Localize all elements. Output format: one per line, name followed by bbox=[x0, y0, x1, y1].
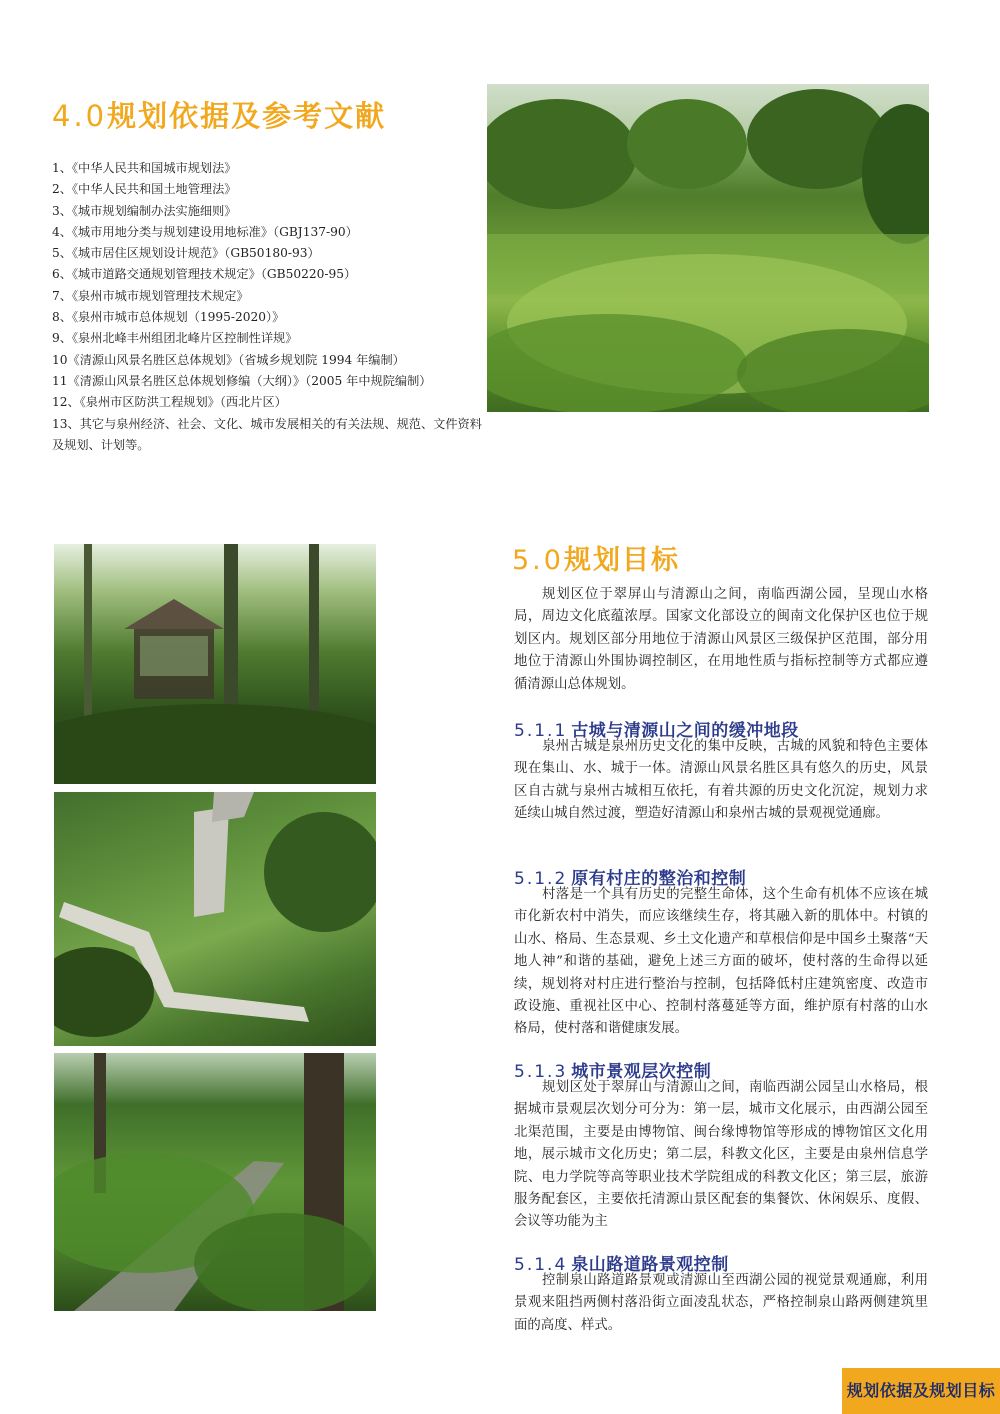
stairs-photo bbox=[54, 792, 376, 1046]
reference-item: 6、《城市道路交通规划管理技术规定》（GB50220-95） bbox=[52, 267, 357, 282]
subsection-title: 原有村庄的整治和控制 bbox=[571, 869, 747, 889]
section-4-title bbox=[52, 94, 386, 135]
section-4-number: 4.0 bbox=[52, 99, 108, 133]
reference-item: 9、《泉州北峰丰州组团北峰片区控制性详规》 bbox=[52, 331, 298, 346]
reference-item: 4、《城市用地分类与规划建设用地标准》（GBJ137-90） bbox=[52, 224, 358, 239]
subsection-5-1-2-body: 村落是一个具有历史的完整生命体，这个生命有机体不应该在城市化新农村中消失，而应该继续生存，将其融入新的肌体中。村镇的山水、格局、生态景观、乡土文化遗产和草根信仰是中国乡土聚落“天地人神”和谐的基础，避免上述三方面的破坏，使村落的生命得以延续，规划将对村庄进行整治与控制，包括降低村庄建筑密度、改造市政设施、重视社区中心、控制村落蔓延等方面，维护原有村落的山水格局，使村落和谐健康发展。 bbox=[514, 887, 928, 1037]
section-5-heading-text: 规划目标 bbox=[563, 545, 680, 576]
subsection-title: 泉山路道路景观控制 bbox=[571, 1255, 729, 1275]
subsection-5-1-3-body: 规划区处于翠屏山与清源山之间，南临西湖公园呈山水格局，根据城市景观层次划分可分为：第一层，城市文化展示，由西湖公园至北渠范围，主要是由博物馆、闽台缘博物馆等形成的博物馆区文化用地，展示城市文化历史；第二层，科教文化区，主要是由泉州信息学院、电力学院等高等职业技术学院组成的科教文化区；第三层，旅游服务配套区，主要依托清源山景区配套的集餐饮、休闲娱乐、度假、会议等功能为主 bbox=[514, 1080, 928, 1230]
fern-path-photo bbox=[54, 1053, 376, 1311]
meadow-photo bbox=[487, 84, 929, 412]
section-5-number: 5.0 bbox=[512, 545, 564, 576]
section-4-heading-text: 规划依据及参考文献 bbox=[107, 99, 387, 133]
subsection-number: 5.1.4 bbox=[514, 1255, 568, 1275]
reference-item: 8、《泉州市城市总体规划（1995-2020）》 bbox=[52, 310, 285, 325]
reference-item: 12、《泉州市区防洪工程规划》（西北片区） bbox=[52, 395, 287, 410]
footer-label: 规划依据及规划目标 bbox=[846, 1381, 996, 1400]
subsection-5-1-4-body: 控制泉山路道路景观或清源山至西湖公园的视觉景观通廊，利用景观来阻挡两侧村落沿街立面凌乱状态，严格控制泉山路两侧建筑里面的高度、样式。 bbox=[514, 1273, 928, 1333]
reference-item: 1、《中华人民共和国城市规划法》 bbox=[52, 161, 237, 175]
reference-item: 13、其它与泉州经济、社会、文化、城市发展相关的有关法规、规范、文件资料及规划、计划等。 bbox=[52, 416, 482, 452]
section-5-intro: 规划区位于翠屏山与清源山之间，南临西湖公园，呈现山水格局，周边文化底蕴浓厚。国家文化部设立的闽南文化保护区也位于规划区内。规划区部分用地位于清源山风景区三级保护区范围，部分用地位于清源山外围协调控制区，在用地性质与指标控制等方式都应遵循清源山总体规划。 bbox=[514, 587, 928, 692]
reference-item: 7、《泉州市城市规划管理技术规定》 bbox=[52, 288, 249, 303]
reference-item: 3、《城市规划编制办法实施细则》 bbox=[52, 203, 237, 218]
subsection-number: 5.1.3 bbox=[514, 1062, 568, 1082]
section-5-title bbox=[512, 538, 680, 577]
subsection-number: 5.1.1 bbox=[514, 721, 568, 741]
reference-item: 11《清源山风景名胜区总体规划修编（大纲）》（2005 年中规院编制） bbox=[52, 373, 432, 388]
subsection-title: 古城与清源山之间的缓冲地段 bbox=[571, 721, 799, 741]
reference-item: 2、《中华人民共和国土地管理法》 bbox=[52, 182, 237, 197]
subsection-title: 城市景观层次控制 bbox=[571, 1062, 712, 1082]
reference-item: 5、《城市居住区规划设计规范》（GB50180-93） bbox=[52, 246, 320, 261]
subsection-5-1-1-body: 泉州古城是泉州历史文化的集中反映，古城的风貌和特色主要体现在集山、水、城于一体。清源山风景名胜区具有悠久的历史，风景区自古就与泉州古城相互依托，有着共源的历史文化沉淀，规划力求延续山城自然过渡，塑造好清源山和泉州古城的景观视觉通廊。 bbox=[514, 739, 928, 822]
reference-list bbox=[52, 158, 482, 456]
gazebo-photo bbox=[54, 544, 376, 784]
subsection-number: 5.1.2 bbox=[514, 869, 568, 889]
reference-item: 10《清源山风景名胜区总体规划》（省城乡规划院 1994 年编制） bbox=[52, 352, 405, 367]
